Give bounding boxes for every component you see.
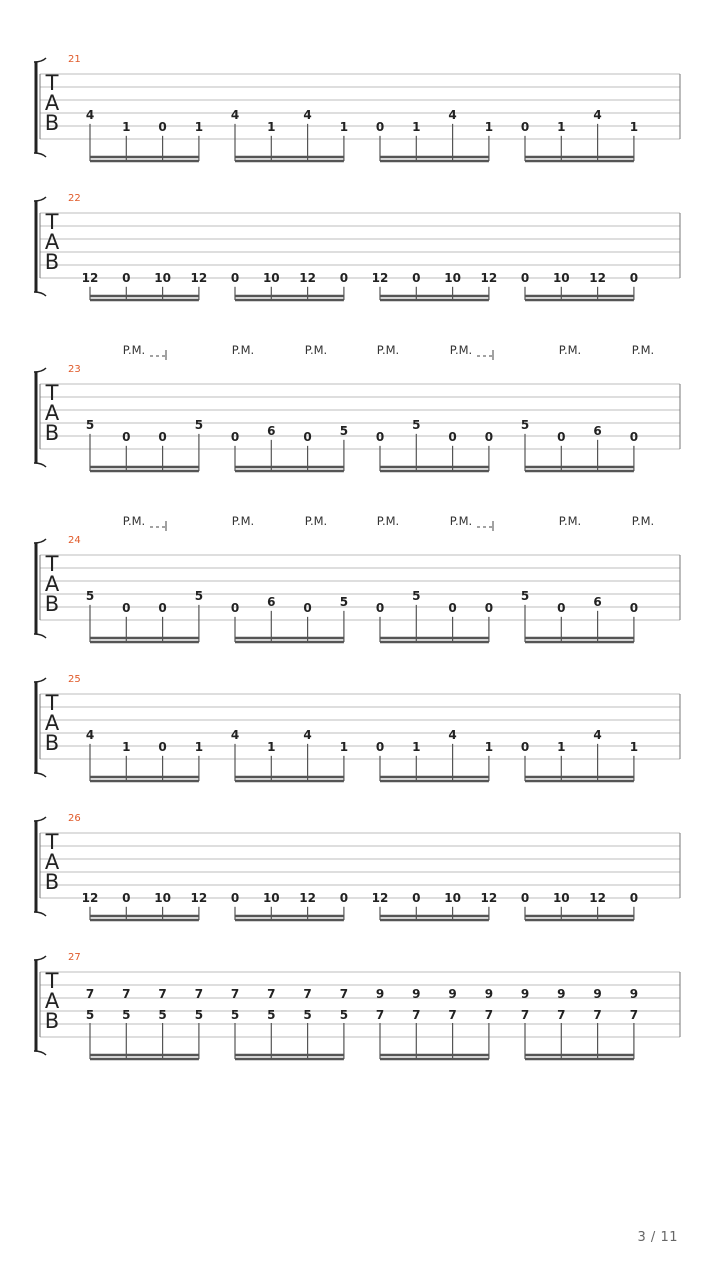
bracket-bottom-hook [34, 634, 46, 638]
fret-number: 5 [122, 1008, 131, 1022]
fret-number: 0 [520, 270, 530, 285]
fret-number: 1 [194, 119, 204, 134]
tab-clef-letter: T [45, 381, 59, 405]
measure-number: 25 [68, 674, 81, 685]
fret-number: 0 [375, 119, 385, 134]
fret-number: 0 [122, 270, 131, 285]
fret-number: 9 [375, 987, 385, 1001]
fret-number: 7 [557, 1008, 566, 1022]
tab-clef-letter: T [45, 830, 59, 854]
fret-number: 9 [484, 987, 494, 1001]
fret-number: 4 [85, 727, 95, 742]
fret-number: 10 [444, 890, 461, 905]
fret-number: 12 [480, 270, 498, 285]
fret-number: 0 [520, 739, 530, 754]
fret-number: 5 [230, 1008, 240, 1022]
fret-number: 12 [81, 890, 99, 905]
measure-number: 24 [68, 535, 81, 546]
fret-number: 12 [190, 270, 208, 285]
fret-number: 7 [593, 1008, 602, 1022]
fret-number: 7 [194, 987, 204, 1001]
palm-mute-label: P.M. [376, 343, 400, 357]
fret-number: 0 [629, 890, 639, 905]
fret-number: 7 [629, 1008, 639, 1022]
fret-number: 7 [412, 1008, 421, 1022]
fret-number: 1 [267, 119, 276, 134]
bracket-top-hook [34, 956, 46, 960]
fret-number: 0 [629, 600, 639, 615]
fret-number: 7 [339, 987, 349, 1001]
fret-number: 4 [230, 107, 240, 122]
fret-number: 10 [154, 890, 171, 905]
fret-number: 1 [412, 119, 421, 134]
palm-mute-label: P.M. [304, 514, 328, 528]
tab-clef-letter: T [45, 552, 59, 576]
fret-number: 1 [557, 739, 566, 754]
fret-number: 0 [375, 429, 385, 444]
fret-number: 1 [339, 739, 349, 754]
fret-number: 0 [412, 270, 421, 285]
palm-mute-label: P.M. [449, 343, 473, 357]
fret-number: 7 [85, 987, 95, 1001]
fret-number: 7 [448, 1008, 457, 1022]
fret-number: 4 [230, 727, 240, 742]
tab-clef-letter: T [45, 691, 59, 715]
fret-number: 1 [484, 739, 494, 754]
fret-number: 0 [303, 600, 312, 615]
fret-number: 1 [412, 739, 421, 754]
fret-number: 0 [557, 429, 566, 444]
fret-number: 0 [520, 890, 530, 905]
fret-number: 10 [444, 270, 461, 285]
fret-number: 5 [412, 417, 421, 432]
tab-clef-letter: B [44, 111, 60, 135]
palm-mute-label: P.M. [376, 514, 400, 528]
fret-number: 7 [122, 987, 131, 1001]
fret-number: 5 [339, 423, 349, 438]
fret-number: 10 [552, 270, 570, 285]
tab-clef-letter: B [44, 1009, 60, 1033]
fret-number: 0 [557, 600, 566, 615]
fret-number: 4 [448, 727, 457, 742]
fret-number: 0 [230, 890, 240, 905]
tab-clef-letter: A [44, 711, 60, 735]
palm-mute-label: P.M. [231, 514, 255, 528]
fret-number: 12 [589, 270, 606, 285]
tab-clef-letter: A [44, 401, 60, 425]
fret-number: 0 [158, 429, 167, 444]
measure-number: 27 [68, 952, 81, 963]
fret-number: 1 [557, 119, 566, 134]
fret-number: 5 [194, 417, 204, 432]
tab-clef-letter: B [44, 592, 60, 616]
fret-number: 0 [122, 890, 131, 905]
fret-number: 0 [158, 119, 167, 134]
tab-clef-letter: A [44, 572, 60, 596]
fret-number: 5 [194, 588, 204, 603]
fret-number: 0 [629, 429, 639, 444]
measure-number: 21 [68, 54, 81, 65]
fret-number: 0 [520, 119, 530, 134]
tab-clef-letter: B [44, 421, 60, 445]
fret-number: 9 [412, 987, 421, 1001]
bracket-bottom-hook [34, 773, 46, 777]
fret-number: 5 [85, 588, 95, 603]
page-number: 3 / 11 [637, 1230, 678, 1245]
palm-mute-label: P.M. [122, 343, 146, 357]
fret-number: 5 [85, 417, 95, 432]
fret-number: 9 [448, 987, 457, 1001]
fret-number: 12 [190, 890, 208, 905]
bracket-top-hook [34, 539, 46, 543]
fret-number: 1 [267, 739, 276, 754]
bracket-bottom-hook [34, 1051, 46, 1055]
fret-number: 4 [85, 107, 95, 122]
fret-number: 6 [267, 423, 276, 438]
fret-number: 5 [520, 417, 530, 432]
bracket-bottom-hook [34, 153, 46, 157]
fret-number: 5 [194, 1008, 204, 1022]
tab-clef-letter: B [44, 731, 60, 755]
fret-number: 12 [299, 270, 316, 285]
fret-number: 0 [230, 600, 240, 615]
fret-number: 0 [230, 270, 240, 285]
palm-mute-label: P.M. [631, 514, 655, 528]
fret-number: 7 [520, 1008, 530, 1022]
bracket-bottom-hook [34, 912, 46, 916]
fret-number: 10 [552, 890, 570, 905]
tab-clef-letter: A [44, 91, 60, 115]
palm-mute-label: P.M. [631, 343, 655, 357]
fret-number: 1 [122, 739, 131, 754]
palm-mute-label: P.M. [122, 514, 146, 528]
fret-number: 5 [158, 1008, 167, 1022]
fret-number: 12 [480, 890, 498, 905]
measure-number: 23 [68, 364, 81, 375]
fret-number: 1 [629, 119, 639, 134]
tab-clef-letter: T [45, 71, 59, 95]
bracket-bottom-hook [34, 292, 46, 296]
measure-number: 22 [68, 193, 81, 204]
fret-number: 9 [593, 987, 602, 1001]
fret-number: 1 [122, 119, 131, 134]
fret-number: 12 [299, 890, 316, 905]
bracket-bottom-hook [34, 463, 46, 467]
fret-number: 0 [448, 600, 457, 615]
palm-mute-label: P.M. [231, 343, 255, 357]
fret-number: 1 [339, 119, 349, 134]
fret-number: 0 [122, 429, 131, 444]
palm-mute-label: P.M. [304, 343, 328, 357]
fret-number: 0 [158, 739, 167, 754]
fret-number: 7 [267, 987, 276, 1001]
palm-mute-label: P.M. [558, 514, 582, 528]
fret-number: 9 [629, 987, 639, 1001]
fret-number: 12 [371, 890, 389, 905]
tab-clef-letter: T [45, 969, 59, 993]
fret-number: 0 [122, 600, 131, 615]
fret-number: 10 [154, 270, 171, 285]
fret-number: 4 [593, 727, 602, 742]
fret-number: 6 [593, 594, 602, 609]
fret-number: 9 [520, 987, 530, 1001]
tab-clef-letter: B [44, 870, 60, 894]
fret-number: 0 [412, 890, 421, 905]
fret-number: 0 [448, 429, 457, 444]
fret-number: 7 [484, 1008, 494, 1022]
fret-number: 0 [375, 600, 385, 615]
fret-number: 10 [262, 890, 280, 905]
fret-number: 5 [412, 588, 421, 603]
palm-mute-label: P.M. [558, 343, 582, 357]
fret-number: 5 [267, 1008, 276, 1022]
fret-number: 1 [484, 119, 494, 134]
fret-number: 6 [267, 594, 276, 609]
bracket-top-hook [34, 368, 46, 372]
fret-number: 4 [303, 727, 312, 742]
fret-number: 5 [520, 588, 530, 603]
fret-number: 0 [375, 739, 385, 754]
fret-number: 5 [339, 594, 349, 609]
fret-number: 0 [158, 600, 167, 615]
fret-number: 0 [303, 429, 312, 444]
tab-clef-letter: A [44, 850, 60, 874]
tab-clef-letter: T [45, 210, 59, 234]
fret-number: 12 [589, 890, 606, 905]
fret-number: 5 [85, 1008, 95, 1022]
bracket-top-hook [34, 197, 46, 201]
tab-clef-letter: A [44, 230, 60, 254]
fret-number: 6 [593, 423, 602, 438]
fret-number: 9 [557, 987, 566, 1001]
fret-number: 4 [448, 107, 457, 122]
fret-number: 0 [339, 270, 349, 285]
fret-number: 7 [230, 987, 240, 1001]
fret-number: 10 [262, 270, 280, 285]
fret-number: 5 [339, 1008, 349, 1022]
bracket-top-hook [34, 817, 46, 821]
fret-number: 12 [371, 270, 389, 285]
fret-number: 4 [593, 107, 602, 122]
fret-number: 5 [303, 1008, 312, 1022]
measure-number: 26 [68, 813, 81, 824]
fret-number: 7 [303, 987, 312, 1001]
bracket-top-hook [34, 678, 46, 682]
bracket-top-hook [34, 58, 46, 62]
fret-number: 1 [194, 739, 204, 754]
fret-number: 0 [484, 600, 494, 615]
tab-clef-letter: A [44, 989, 60, 1013]
fret-number: 1 [629, 739, 639, 754]
fret-number: 0 [629, 270, 639, 285]
fret-number: 4 [303, 107, 312, 122]
fret-number: 0 [484, 429, 494, 444]
palm-mute-label: P.M. [449, 514, 473, 528]
fret-number: 12 [81, 270, 99, 285]
tab-clef-letter: B [44, 250, 60, 274]
fret-number: 0 [230, 429, 240, 444]
fret-number: 0 [339, 890, 349, 905]
fret-number: 7 [375, 1008, 385, 1022]
fret-number: 7 [158, 987, 167, 1001]
